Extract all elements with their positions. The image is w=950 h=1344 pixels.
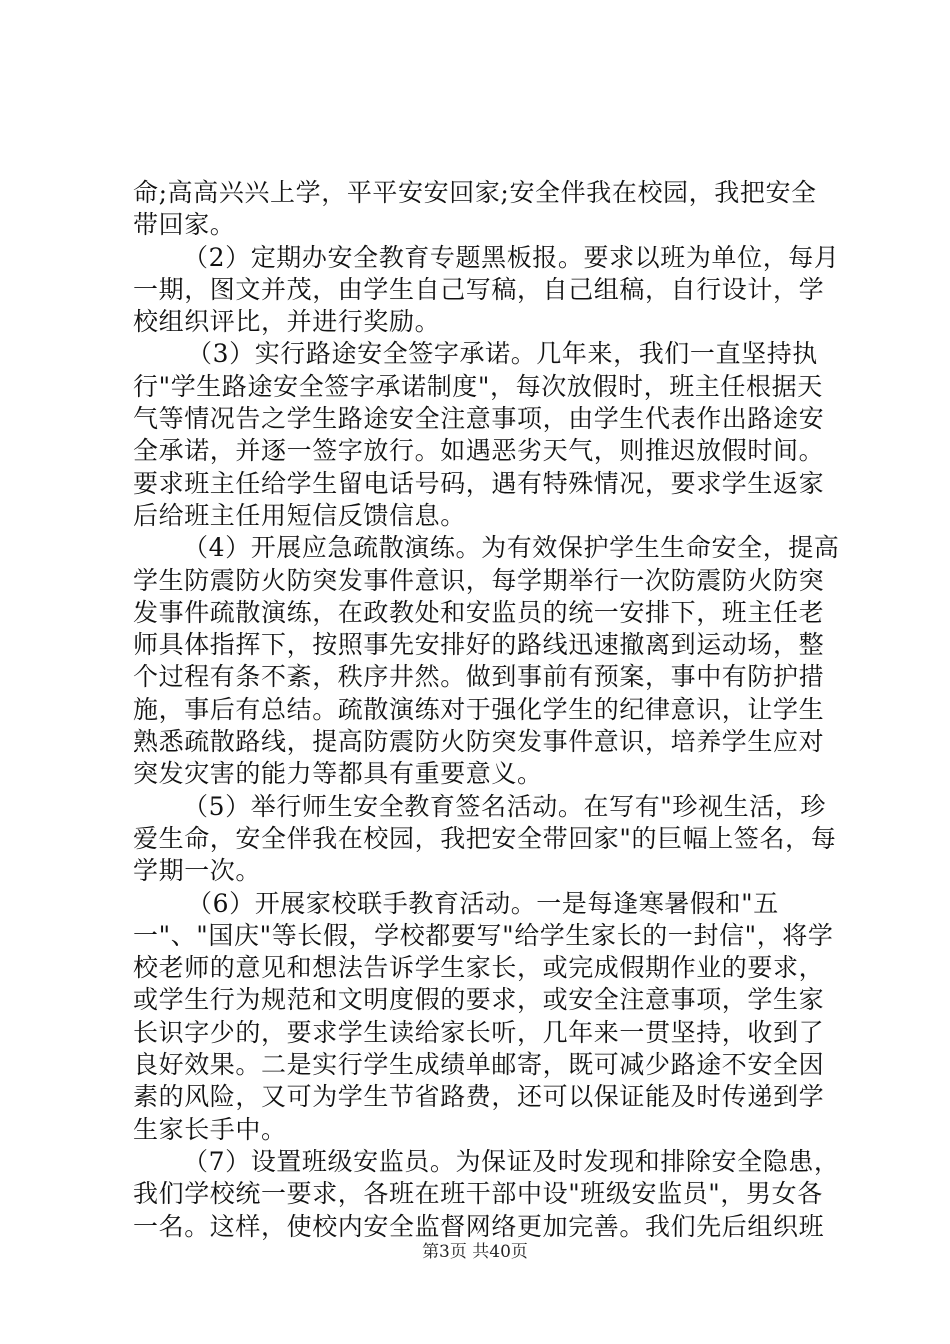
text-line: （7）设置班级安监员。为保证及时发现和排除安全隐患， [183, 1146, 840, 1176]
text-line: 发事件疏散演练，在政教处和安监员的统一安排下，班主任老 [133, 597, 825, 627]
text-line: 生家长手中。 [133, 1114, 287, 1144]
text-line: 突发灾害的能力等都具有重要意义。 [133, 759, 543, 789]
text-line: 行"学生路途安全签字承诺制度"，每次放假时，班主任根据天 [133, 371, 823, 401]
text-line: 良好效果。二是实行学生成绩单邮寄，既可减少路途不安全因 [133, 1050, 825, 1080]
text-line: 后给班主任用短信反馈信息。 [133, 500, 466, 530]
text-line: 学期一次。 [133, 856, 262, 886]
text-line: 带回家。 [133, 210, 236, 240]
page-footer: 第3页 共40页 [422, 1242, 528, 1262]
text-line: （5）举行师生安全教育签名活动。在写有"珍视生活，珍 [183, 791, 827, 821]
text-line: 或学生行为规范和文明度假的要求，或安全注意事项，学生家 [133, 985, 825, 1015]
text-line: 要求班主任给学生留电话号码，遇有特殊情况，要求学生返家 [133, 468, 825, 498]
text-line: 素的风险，又可为学生节省路费，还可以保证能及时传递到学 [133, 1082, 825, 1112]
text-line: 校老师的意见和想法告诉学生家长，或完成假期作业的要求， [133, 953, 825, 983]
text-line: 一"、"国庆"等长假，学校都要写"给学生家长的一封信"，将学 [133, 920, 834, 950]
text-line: 一期，图文并茂，由学生自己写稿，自己组稿，自行设计，学 [133, 274, 825, 304]
text-line: （6）开展家校联手教育活动。一是每逢寒暑假和"五 [187, 888, 779, 918]
text-line: 气等情况告之学生路途安全注意事项，由学生代表作出路途安 [133, 404, 825, 434]
text-line: 校组织评比，并进行奖励。 [133, 307, 441, 337]
text-line: 师具体指挥下，按照事先安排好的路线迅速撤离到运动场，整 [133, 630, 825, 660]
text-line: （3）实行路途安全签字承诺。几年来，我们一直坚持执 [187, 339, 818, 369]
text-line: 命;高高兴兴上学，平平安安回家;安全伴我在校园，我把安全 [133, 178, 817, 207]
text-line: （4）开展应急疏散演练。为有效保护学生生命安全，提高 [183, 533, 840, 563]
text-line: 施，事后有总结。疏散演练对于强化学生的纪律意识，让学生 [133, 694, 825, 724]
text-line: （2）定期办安全教育专题黑板报。要求以班为单位，每月 [183, 242, 840, 272]
text-line: 长识字少的，要求学生读给家长听，几年来一贯坚持，收到了 [133, 1017, 825, 1047]
text-line: 我们学校统一要求，各班在班干部中设"班级安监员"，男女各 [133, 1179, 823, 1209]
text-line: 熟悉疏散路线，提高防震防火防突发事件意识，培养学生应对 [133, 727, 825, 757]
text-line: 个过程有条不紊，秩序井然。做到事前有预案，事中有防护措 [133, 662, 825, 692]
text-line: 一名。这样，使校内安全监督网络更加完善。我们先后组织班 [133, 1211, 825, 1241]
body-text [133, 177, 840, 1243]
text-line: 全承诺，并逐一签字放行。如遇恶劣天气，则推迟放假时间。 [133, 436, 825, 466]
text-line: 爱生命，安全伴我在校园，我把安全带回家"的巨幅上签名，每 [133, 823, 837, 853]
text-line: 学生防震防火防突发事件意识，每学期举行一次防震防火防突 [133, 565, 825, 595]
